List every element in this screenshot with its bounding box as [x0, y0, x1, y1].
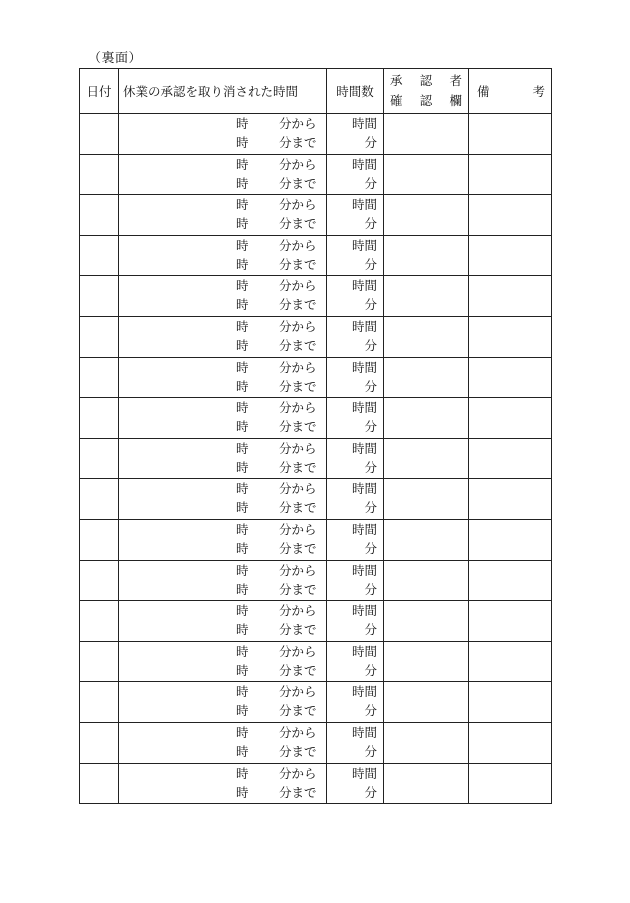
- to-label: 分まで: [279, 703, 317, 719]
- date-cell[interactable]: [80, 154, 119, 195]
- approver-cell[interactable]: [384, 438, 469, 479]
- approver-cell[interactable]: [384, 763, 469, 804]
- period-cell[interactable]: [119, 316, 327, 357]
- minutes-unit: 分: [364, 622, 377, 638]
- hour-unit: 時: [236, 440, 249, 456]
- period-to-line: [119, 133, 326, 153]
- period-to-line: [119, 701, 326, 721]
- date-cell[interactable]: [80, 114, 119, 155]
- hour-unit: 時: [236, 500, 249, 516]
- minutes-unit: 分: [364, 743, 377, 759]
- remarks-cell[interactable]: [469, 195, 552, 236]
- period-to-line: [119, 742, 326, 762]
- minutes-unit: 分: [364, 337, 377, 353]
- hours-cell[interactable]: [327, 195, 384, 236]
- hours-unit: 時間: [351, 603, 377, 619]
- hours-cell[interactable]: [327, 235, 384, 276]
- remarks-cell[interactable]: [469, 519, 552, 560]
- minutes-unit: 分: [364, 784, 377, 800]
- remarks-cell[interactable]: [469, 641, 552, 682]
- approver-cell[interactable]: [384, 722, 469, 763]
- hour-unit: 時: [236, 359, 249, 375]
- period-cell[interactable]: [119, 601, 327, 642]
- period-from-line: [119, 236, 326, 256]
- to-label: 分まで: [279, 622, 317, 638]
- hours-unit: 時間: [351, 116, 377, 131]
- from-label: 分から: [279, 765, 317, 781]
- hour-unit: 時: [236, 175, 249, 191]
- to-label: 分まで: [279, 256, 317, 272]
- approver-char: 認: [419, 73, 433, 88]
- hour-unit: 時: [236, 197, 249, 213]
- hour-unit: 時: [236, 521, 249, 537]
- hours-cell[interactable]: [327, 641, 384, 682]
- remarks-cell[interactable]: [469, 763, 552, 804]
- date-cell[interactable]: [80, 601, 119, 642]
- table-row: [80, 154, 552, 195]
- from-label: 分から: [279, 278, 317, 294]
- minutes-unit: 分: [364, 378, 377, 394]
- to-label: 分まで: [279, 216, 317, 232]
- hour-unit: 時: [236, 765, 249, 781]
- hours-unit: 時間: [351, 318, 377, 334]
- period-from-line: [119, 723, 326, 743]
- hour-unit: 時: [236, 743, 249, 759]
- header-hours: 時間数: [327, 69, 384, 114]
- approver-cell[interactable]: [384, 479, 469, 520]
- period-from-line: [119, 439, 326, 459]
- header-approver-confirmation: [384, 69, 469, 114]
- period-cell[interactable]: [119, 154, 327, 195]
- hours-unit: 時間: [351, 359, 377, 375]
- to-label: 分まで: [279, 459, 317, 475]
- period-to-line: [119, 498, 326, 518]
- to-label: 分まで: [279, 337, 317, 353]
- hour-unit: 時: [236, 135, 249, 150]
- minutes-unit: 分: [364, 703, 377, 719]
- hour-unit: 時: [236, 784, 249, 800]
- hours-unit: 時間: [351, 481, 377, 497]
- table-row: [80, 601, 552, 642]
- hour-unit: 時: [236, 703, 249, 719]
- table-row: [80, 316, 552, 357]
- approver-cell[interactable]: [384, 235, 469, 276]
- period-cell[interactable]: [119, 560, 327, 601]
- hours-cell[interactable]: [327, 398, 384, 439]
- period-cell[interactable]: [119, 357, 327, 398]
- from-label: 分から: [279, 440, 317, 456]
- period-from-line: [119, 561, 326, 581]
- period-to-line: [119, 377, 326, 397]
- hours-cell[interactable]: [327, 154, 384, 195]
- date-cell[interactable]: [80, 438, 119, 479]
- period-from-line: [119, 479, 326, 499]
- minutes-unit: 分: [364, 216, 377, 232]
- hours-unit: 時間: [351, 400, 377, 416]
- period-from-line: [119, 317, 326, 337]
- period-cell[interactable]: [119, 438, 327, 479]
- to-label: 分まで: [279, 378, 317, 394]
- period-to-line: [119, 458, 326, 478]
- hour-unit: 時: [236, 622, 249, 638]
- hours-cell[interactable]: [327, 316, 384, 357]
- period-from-line: [119, 764, 326, 784]
- period-from-line: [119, 682, 326, 702]
- period-to-line: [119, 661, 326, 681]
- remarks-cell[interactable]: [469, 357, 552, 398]
- period-cell[interactable]: [119, 641, 327, 682]
- header-row: [80, 69, 552, 114]
- remarks-cell[interactable]: [469, 398, 552, 439]
- table-row: [80, 682, 552, 723]
- from-label: 分から: [279, 643, 317, 659]
- date-cell[interactable]: [80, 682, 119, 723]
- hour-unit: 時: [236, 662, 249, 678]
- from-label: 分から: [279, 318, 317, 334]
- hours-cell[interactable]: [327, 519, 384, 560]
- hour-unit: 時: [236, 643, 249, 659]
- to-label: 分まで: [279, 581, 317, 597]
- hour-unit: 時: [236, 116, 249, 131]
- table-row: [80, 722, 552, 763]
- cancellation-record-table: [79, 68, 552, 804]
- date-cell[interactable]: [80, 763, 119, 804]
- remarks-cell[interactable]: [469, 316, 552, 357]
- period-to-line: [119, 580, 326, 600]
- hours-unit: 時間: [351, 197, 377, 213]
- approver-char: 確: [390, 93, 403, 108]
- hours-cell[interactable]: [327, 763, 384, 804]
- minutes-unit: 分: [364, 540, 377, 556]
- hours-unit: 時間: [351, 521, 377, 537]
- date-cell[interactable]: [80, 398, 119, 439]
- table-row: [80, 763, 552, 804]
- date-cell[interactable]: [80, 316, 119, 357]
- approver-cell[interactable]: [384, 114, 469, 155]
- to-label: 分まで: [279, 540, 317, 556]
- from-label: 分から: [279, 603, 317, 619]
- remarks-cell[interactable]: [469, 114, 552, 155]
- hours-cell[interactable]: [327, 682, 384, 723]
- period-to-line: [119, 620, 326, 640]
- to-label: 分まで: [279, 297, 317, 313]
- from-label: 分から: [279, 197, 317, 213]
- hours-unit: 時間: [351, 237, 377, 253]
- from-label: 分から: [279, 724, 317, 740]
- hour-unit: 時: [236, 603, 249, 619]
- to-label: 分まで: [279, 784, 317, 800]
- date-cell[interactable]: [80, 722, 119, 763]
- to-label: 分まで: [279, 662, 317, 678]
- table-row: [80, 438, 552, 479]
- table-row: [80, 560, 552, 601]
- approver-cell[interactable]: [384, 195, 469, 236]
- approver-char: 欄: [449, 93, 462, 108]
- hour-unit: 時: [236, 237, 249, 253]
- hours-cell[interactable]: [327, 479, 384, 520]
- period-from-line: [119, 642, 326, 662]
- approver-char: 承: [390, 73, 403, 88]
- remarks-cell[interactable]: [469, 560, 552, 601]
- approver-cell[interactable]: [384, 276, 469, 317]
- table-row: [80, 479, 552, 520]
- hours-unit: 時間: [351, 643, 377, 659]
- table-row: [80, 519, 552, 560]
- hour-unit: 時: [236, 337, 249, 353]
- hours-cell[interactable]: [327, 114, 384, 155]
- approver-cell[interactable]: [384, 560, 469, 601]
- remarks-cell[interactable]: [469, 682, 552, 723]
- remarks-char: 考: [532, 84, 545, 99]
- approver-cell[interactable]: [384, 519, 469, 560]
- approver-cell[interactable]: [384, 357, 469, 398]
- period-to-line: [119, 417, 326, 437]
- header-date: 日付: [80, 69, 119, 114]
- approver-char: 者: [449, 73, 462, 88]
- from-label: 分から: [279, 156, 317, 172]
- hour-unit: 時: [236, 459, 249, 475]
- minutes-unit: 分: [364, 581, 377, 597]
- hours-cell[interactable]: [327, 276, 384, 317]
- approver-char: 認: [419, 93, 433, 108]
- date-cell[interactable]: [80, 235, 119, 276]
- remarks-cell[interactable]: [469, 154, 552, 195]
- date-cell[interactable]: [80, 560, 119, 601]
- approver-cell[interactable]: [384, 682, 469, 723]
- hour-unit: 時: [236, 581, 249, 597]
- period-cell[interactable]: [119, 398, 327, 439]
- minutes-unit: 分: [364, 175, 377, 191]
- period-to-line: [119, 174, 326, 194]
- hours-cell[interactable]: [327, 560, 384, 601]
- period-to-line: [119, 255, 326, 275]
- minutes-unit: 分: [364, 500, 377, 516]
- remarks-cell[interactable]: [469, 235, 552, 276]
- period-from-line: [119, 601, 326, 621]
- period-from-line: [119, 276, 326, 296]
- minutes-unit: 分: [364, 662, 377, 678]
- approver-cell[interactable]: [384, 601, 469, 642]
- header-cancelled-period: 休業の承認を取り消された時間: [119, 69, 327, 114]
- from-label: 分から: [279, 237, 317, 253]
- hour-unit: 時: [236, 540, 249, 556]
- period-from-line: [119, 114, 326, 134]
- period-cell[interactable]: [119, 519, 327, 560]
- to-label: 分まで: [279, 135, 317, 150]
- to-label: 分まで: [279, 175, 317, 191]
- table-row: [80, 357, 552, 398]
- hour-unit: 時: [236, 216, 249, 232]
- page-side-label: （裏面）: [88, 51, 143, 66]
- minutes-unit: 分: [364, 297, 377, 313]
- hour-unit: 時: [236, 562, 249, 578]
- hour-unit: 時: [236, 481, 249, 497]
- period-from-line: [119, 155, 326, 175]
- remarks-cell[interactable]: [469, 601, 552, 642]
- minutes-unit: 分: [364, 419, 377, 435]
- date-cell[interactable]: [80, 195, 119, 236]
- hour-unit: 時: [236, 378, 249, 394]
- minutes-unit: 分: [364, 459, 377, 475]
- hours-unit: 時間: [351, 278, 377, 294]
- hour-unit: 時: [236, 156, 249, 172]
- hours-unit: 時間: [351, 440, 377, 456]
- hours-unit: 時間: [351, 156, 377, 172]
- period-to-line: [119, 295, 326, 315]
- remarks-cell[interactable]: [469, 438, 552, 479]
- period-from-line: [119, 195, 326, 215]
- hours-unit: 時間: [351, 684, 377, 700]
- to-label: 分まで: [279, 743, 317, 759]
- hours-cell[interactable]: [327, 601, 384, 642]
- from-label: 分から: [279, 521, 317, 537]
- approver-cell[interactable]: [384, 641, 469, 682]
- hour-unit: 時: [236, 400, 249, 416]
- period-cell[interactable]: [119, 235, 327, 276]
- period-cell[interactable]: [119, 479, 327, 520]
- hours-unit: 時間: [351, 562, 377, 578]
- hour-unit: 時: [236, 256, 249, 272]
- period-from-line: [119, 520, 326, 540]
- hour-unit: 時: [236, 297, 249, 313]
- remarks-char: 備: [477, 84, 490, 99]
- table-row: [80, 235, 552, 276]
- table-row: [80, 276, 552, 317]
- remarks-cell[interactable]: [469, 479, 552, 520]
- from-label: 分から: [279, 400, 317, 416]
- table-row: [80, 398, 552, 439]
- from-label: 分から: [279, 562, 317, 578]
- hours-unit: 時間: [351, 724, 377, 740]
- hours-cell[interactable]: [327, 722, 384, 763]
- table-row: [80, 641, 552, 682]
- table-row: [80, 114, 552, 155]
- approver-line-2: [384, 91, 468, 111]
- hours-cell[interactable]: [327, 438, 384, 479]
- to-label: 分まで: [279, 500, 317, 516]
- remarks-cell[interactable]: [469, 722, 552, 763]
- period-cell[interactable]: [119, 195, 327, 236]
- from-label: 分から: [279, 684, 317, 700]
- period-cell[interactable]: [119, 114, 327, 155]
- hour-unit: 時: [236, 318, 249, 334]
- date-cell[interactable]: [80, 357, 119, 398]
- approver-cell[interactable]: [384, 398, 469, 439]
- period-cell[interactable]: [119, 682, 327, 723]
- hour-unit: 時: [236, 419, 249, 435]
- from-label: 分から: [279, 481, 317, 497]
- period-cell[interactable]: [119, 722, 327, 763]
- from-label: 分から: [279, 359, 317, 375]
- date-cell[interactable]: [80, 641, 119, 682]
- minutes-unit: 分: [364, 256, 377, 272]
- table-row: [80, 195, 552, 236]
- hour-unit: 時: [236, 278, 249, 294]
- hours-unit: 時間: [351, 765, 377, 781]
- period-to-line: [119, 336, 326, 356]
- hours-cell[interactable]: [327, 357, 384, 398]
- to-label: 分まで: [279, 419, 317, 435]
- period-from-line: [119, 358, 326, 378]
- date-cell[interactable]: [80, 479, 119, 520]
- approver-line-1: [384, 71, 468, 91]
- approver-cell[interactable]: [384, 154, 469, 195]
- period-cell[interactable]: [119, 276, 327, 317]
- period-cell[interactable]: [119, 763, 327, 804]
- from-label: 分から: [279, 116, 317, 131]
- period-from-line: [119, 398, 326, 418]
- date-cell[interactable]: [80, 276, 119, 317]
- hour-unit: 時: [236, 684, 249, 700]
- period-to-line: [119, 539, 326, 559]
- period-to-line: [119, 214, 326, 234]
- period-to-line: [119, 783, 326, 803]
- table-body: [80, 114, 552, 804]
- remarks-cell[interactable]: [469, 276, 552, 317]
- approver-cell[interactable]: [384, 316, 469, 357]
- minutes-unit: 分: [364, 135, 377, 150]
- date-cell[interactable]: [80, 519, 119, 560]
- header-remarks: [469, 69, 552, 114]
- hour-unit: 時: [236, 724, 249, 740]
